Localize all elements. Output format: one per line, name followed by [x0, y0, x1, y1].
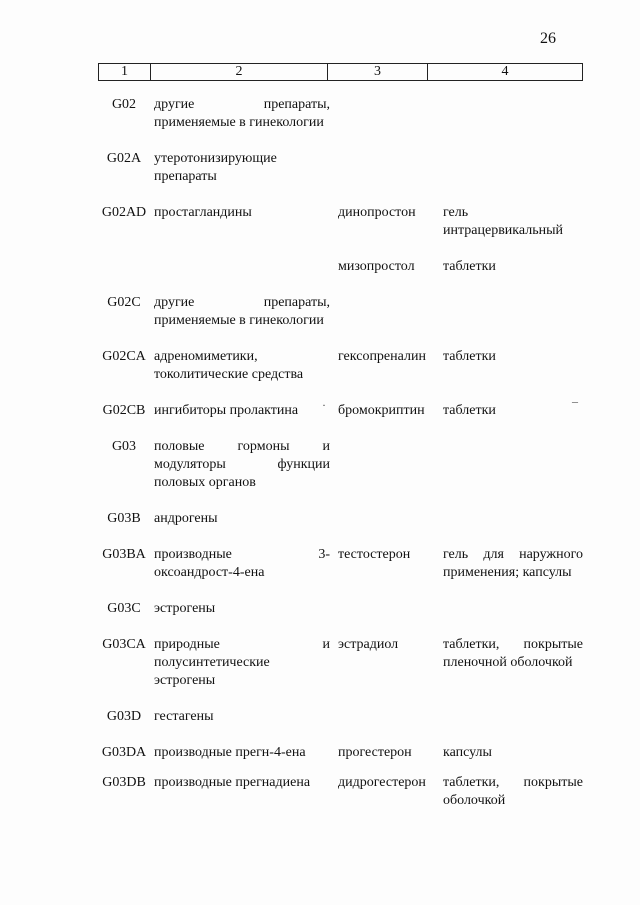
atc-code: G03: [111, 439, 137, 454]
page-number: 26: [540, 30, 556, 47]
table-row: [98, 402, 583, 420]
dosage-form: таблетки: [443, 259, 496, 274]
drug-name: тестостерон: [338, 547, 411, 562]
drug-name: бромокриптин: [338, 403, 425, 418]
group-name: половые гормоны и модуляторы функции половых органов: [154, 439, 330, 490]
table-row: [98, 96, 583, 132]
column-header-3: 3: [328, 64, 428, 81]
row-spacer: [98, 582, 583, 600]
drug-name: [336, 600, 441, 618]
atc-code: G02AD: [101, 205, 147, 220]
atc-code: G03DA: [101, 745, 147, 760]
row-spacer: [98, 690, 583, 708]
dosage-form: гель интрацервикальный: [443, 205, 563, 238]
atc-code: G02CB: [102, 403, 146, 418]
row-spacer: [98, 132, 583, 150]
group-name: андрогены: [154, 511, 218, 526]
dosage-form: [441, 150, 583, 186]
atc-code: G03B: [107, 511, 141, 526]
group-name: утеротонизирующие препараты: [154, 151, 277, 184]
atc-code: G02A: [106, 151, 142, 166]
group-name: эстрогены: [154, 601, 216, 616]
group-name: другие препараты, применяемые в гинекологии: [154, 295, 330, 328]
row-spacer: [98, 528, 583, 546]
table-row: [98, 708, 583, 726]
group-name: производные прегнадиена: [154, 775, 311, 790]
drug-name: прогестерон: [338, 745, 412, 760]
column-header-1: 1: [99, 64, 151, 81]
dosage-form: [441, 708, 583, 726]
group-name: другие препараты, применяемые в гинекологии: [154, 97, 330, 130]
drug-name: дидрогестерон: [338, 775, 426, 790]
drug-name: эстрадиол: [338, 637, 399, 652]
dosage-form: гель для наружного применения; капсулы: [443, 547, 583, 580]
dosage-form: [441, 600, 583, 618]
atc-code: G02: [111, 97, 137, 112]
dosage-form: таблетки, покрытые оболочкой: [443, 775, 583, 808]
dosage-form: капсулы: [443, 745, 492, 760]
row-spacer: [98, 762, 583, 774]
row-spacer: [98, 276, 583, 294]
atc-code: G03BA: [102, 547, 146, 562]
drug-table: [98, 96, 583, 810]
row-spacer: [98, 492, 583, 510]
table-row: [98, 258, 583, 276]
group-name: простагландины: [154, 205, 252, 220]
table-row: [98, 510, 583, 528]
dosage-form: [441, 510, 583, 528]
dosage-form: таблетки: [443, 349, 496, 364]
row-spacer: [98, 420, 583, 438]
drug-name: [336, 510, 441, 528]
row-spacer: [98, 240, 583, 258]
column-header-2: 2: [151, 64, 328, 81]
dosage-form: таблетки: [443, 403, 496, 418]
atc-code: [98, 258, 150, 276]
atc-code: G03D: [106, 709, 142, 724]
table-row: [98, 600, 583, 618]
table-row: [98, 774, 583, 810]
group-name: производные прегн-4-ена: [154, 745, 306, 760]
table-row: [98, 744, 583, 762]
table-row: [98, 438, 583, 492]
group-name: производные 3-оксоандрост-4-ена: [154, 547, 330, 580]
table-row: [98, 546, 583, 582]
scan-dot: ·: [322, 398, 326, 412]
group-name: адреномиметики, токолитические средства: [154, 349, 304, 382]
atc-code: G02CA: [102, 349, 146, 364]
drug-name: [336, 294, 441, 330]
column-header-4: 4: [428, 64, 583, 81]
group-name: гестагены: [154, 709, 214, 724]
row-spacer: [98, 186, 583, 204]
dosage-form: [441, 294, 583, 330]
dosage-form: [441, 96, 583, 132]
table-row: [98, 636, 583, 690]
atc-code: G03C: [107, 601, 141, 616]
group-name: ингибиторы пролактина: [154, 403, 299, 418]
row-spacer: [98, 726, 583, 744]
drug-name: гексопреналин: [338, 349, 426, 364]
dosage-form: таблетки, покрытые пленочной оболочкой: [443, 637, 583, 670]
drug-name: [336, 708, 441, 726]
table-row: [98, 348, 583, 384]
table-row: [98, 204, 583, 240]
table-row: [98, 294, 583, 330]
drug-name: [336, 438, 441, 492]
drug-name: мизопростол: [338, 259, 415, 274]
drug-name: [336, 150, 441, 186]
table-row: [98, 150, 583, 186]
drug-name: [336, 96, 441, 132]
scan-dash: –: [572, 394, 578, 408]
column-header-table: [98, 63, 583, 81]
group-name: природные и полусинтетические эстрогены: [154, 637, 330, 688]
atc-code: G02C: [107, 295, 141, 310]
atc-code: G03CA: [102, 637, 146, 652]
atc-code: G03DB: [102, 775, 146, 790]
row-spacer: [98, 330, 583, 348]
drug-name: динопростон: [338, 205, 416, 220]
group-name: [150, 258, 336, 276]
row-spacer: [98, 618, 583, 636]
dosage-form: [441, 438, 583, 492]
row-spacer: [98, 384, 583, 402]
